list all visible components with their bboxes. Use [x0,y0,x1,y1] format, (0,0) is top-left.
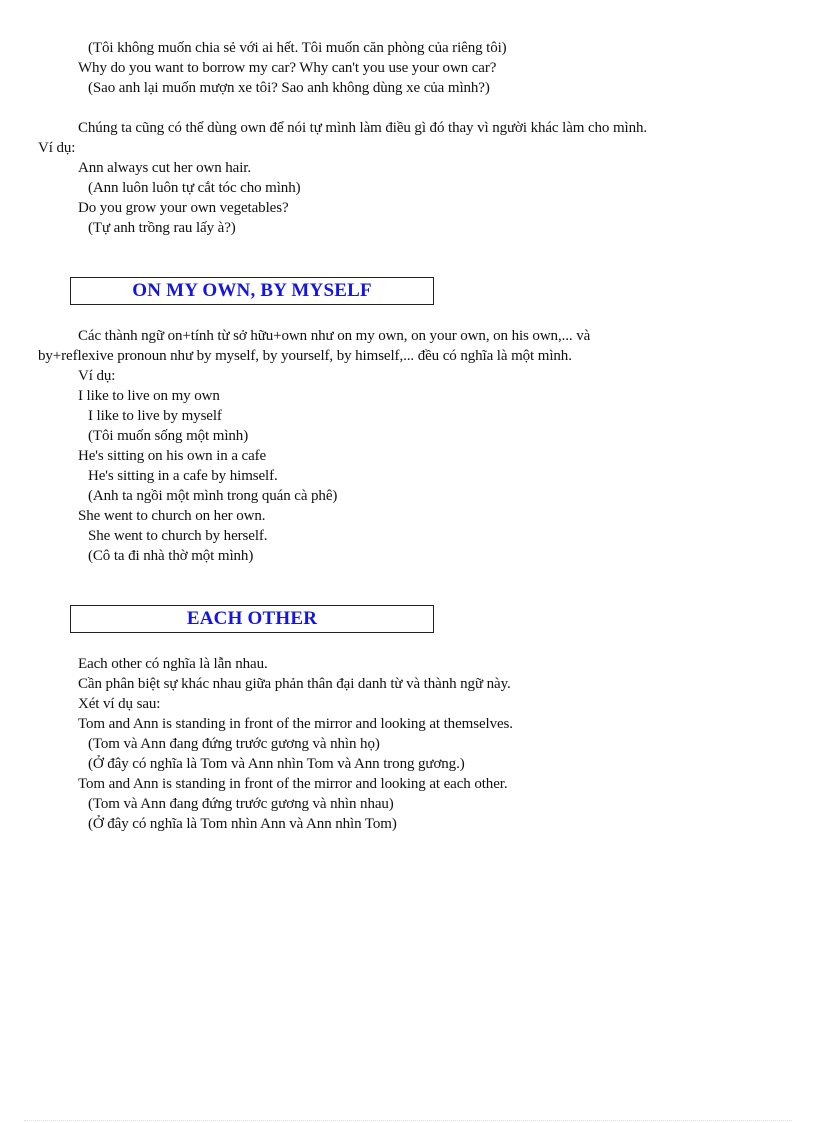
on-my-own-example-alt: I like to live by myself [88,408,222,424]
on-my-own-example: I like to live on my own [78,388,220,404]
each-other-example: Tom and Ann is standing in front of the mirror and looking at each other. [78,776,508,792]
each-other-example: Tom and Ann is standing in front of the mirror and looking at themselves. [78,716,513,732]
each-other-line: Each other có nghĩa là lẫn nhau. [78,656,268,672]
each-other-example-note: (Ở đây có nghĩa là Tom và Ann nhìn Tom và Ann trong gương.) [88,756,465,772]
on-my-own-example-translation: (Tôi muốn sống một mình) [88,428,249,444]
own-example-translation: (Ann luôn luôn tự cắt tóc cho mình) [88,180,301,196]
own-paragraph-line: Chúng ta cũng có thể dùng own để nói tự mình làm điều gì đó thay vì người khác làm cho mình. [78,120,648,136]
own-example: Ann always cut her own hair. [78,160,251,176]
section-heading-text: EACH OTHER [186,608,318,629]
each-other-example-translation: (Tom và Ann đang đứng trước gương và nhìn họ) [88,736,380,752]
section-heading-text: ON MY OWN, BY MYSELF [132,280,372,301]
each-other-example-translation: (Tom và Ann đang đứng trước gương và nhìn nhau) [88,796,394,812]
intro-translation-line: (Sao anh lại muốn mượn xe tôi? Sao anh không dùng xe của mình?) [88,80,490,96]
intro-example-line: Why do you want to borrow my car? Why can't you use your own car? [78,60,497,76]
section-heading-each-other [70,605,434,633]
own-example: Do you grow your own vegetables? [78,200,289,216]
on-my-own-example-alt: She went to church by herself. [88,528,268,544]
on-my-own-example-translation: (Anh ta ngồi một mình trong quán cà phê) [88,488,338,504]
each-other-line: Xét ví dụ sau: [78,696,161,712]
on-my-own-example: He's sitting on his own in a cafe [78,448,267,464]
on-my-own-example-translation: (Cô ta đi nhà thờ một mình) [88,548,254,564]
on-my-own-example-alt: He's sitting in a cafe by himself. [88,468,278,484]
own-example-translation: (Tự anh trồng rau lấy à?) [88,220,236,236]
page-bottom-rule [24,1120,792,1121]
own-paragraph-vidu: Ví dụ: [38,140,76,156]
each-other-example-note: (Ở đây có nghĩa là Tom nhìn Ann và Ann nhìn Tom) [88,816,397,832]
on-my-own-paragraph-line: by+reflexive pronoun như by myself, by yourself, by himself,... đều có nghĩa là một mình. [38,348,572,364]
on-my-own-paragraph-line: Các thành ngữ on+tính từ sở hữu+own như on my own, on your own, on his own,... và [78,328,591,344]
intro-translation-line: (Tôi không muốn chia sẻ với ai hết. Tôi muốn căn phòng của riêng tôi) [88,40,507,56]
each-other-line: Cần phân biệt sự khác nhau giữa phản thân đại danh từ và thành ngữ này. [78,676,511,692]
section-heading-on-my-own [70,277,434,305]
on-my-own-example: She went to church on her own. [78,508,266,524]
on-my-own-vidu: Ví dụ: [78,368,116,384]
